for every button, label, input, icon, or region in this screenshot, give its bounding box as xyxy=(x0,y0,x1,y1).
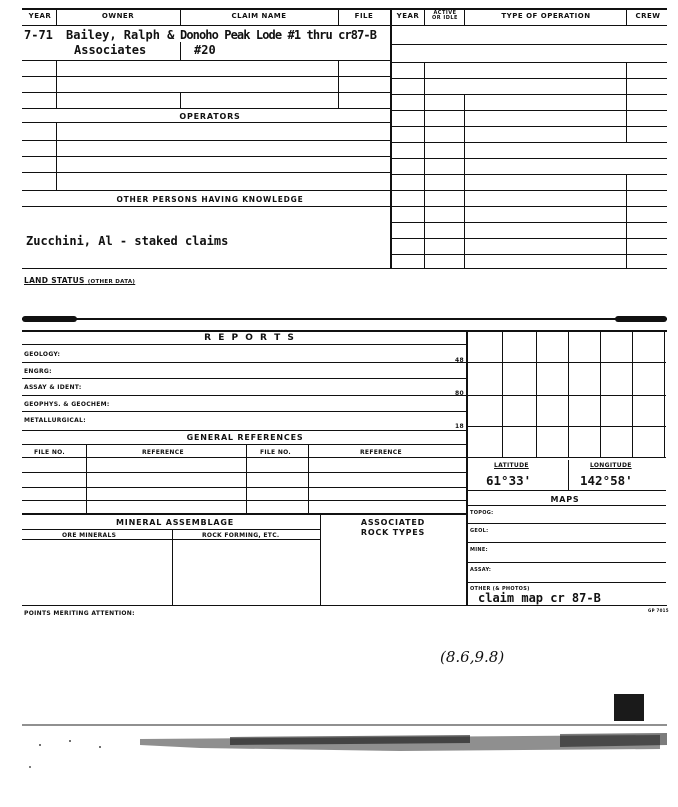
col-file-no-2: FILE NO. xyxy=(260,449,292,456)
maps-geol: GEOL: xyxy=(470,528,489,534)
reports-title: R E P O R T S xyxy=(204,333,296,343)
general-references-title: GENERAL REFERENCES xyxy=(186,433,304,442)
col-reference-2: REFERENCE xyxy=(360,449,402,456)
header-active-idle: ACTIVE OR IDLE xyxy=(432,10,458,21)
latitude-value: 61°33' xyxy=(486,473,532,488)
report-geophys: GEOPHYS. & GEOCHEM: xyxy=(24,401,110,408)
maps-other: OTHER (& PHOTOS) xyxy=(470,586,530,592)
mineral-assemblage-title: MINERAL ASSEMBLAGE xyxy=(116,518,234,527)
report-metallurgical-num: 18 xyxy=(455,423,464,430)
header-owner: OWNER xyxy=(101,12,135,20)
entry-claim-line2: #20 xyxy=(194,43,216,57)
knowledge-text: Zucchini, Al - staked claims xyxy=(26,234,229,248)
entry-claim-line1: Donoho Peak Lode #1 thru cr87-B xyxy=(180,28,377,42)
maps-title: MAPS xyxy=(550,495,580,504)
ore-minerals-label: ORE MINERALS xyxy=(62,532,117,539)
scan-noise-band xyxy=(0,715,678,775)
report-geology: GEOLOGY: xyxy=(24,351,61,358)
latitude-label: LATITUDE xyxy=(494,462,529,469)
maps-topog: TOPOG: xyxy=(470,510,494,516)
land-status-label: LAND STATUS (OTHER DATA) xyxy=(24,276,136,285)
handwritten-coordinates: (8.6,9.8) xyxy=(440,648,505,666)
header-year-right: YEAR xyxy=(396,12,420,20)
entry-owner-line2: Associates xyxy=(74,43,147,57)
header-type-of-operation: TYPE OF OPERATION xyxy=(501,12,591,20)
operators-label: OPERATORS xyxy=(179,112,241,121)
form-number: GP 7015 xyxy=(648,608,669,613)
report-engrg: ENGRG: xyxy=(24,368,52,375)
maps-assay: ASSAY: xyxy=(470,567,492,573)
maps-other-value: claim map cr 87-B xyxy=(478,591,601,605)
report-geology-num: 48 xyxy=(455,357,464,364)
header-claim-name: CLAIM NAME xyxy=(231,12,287,20)
maps-mine: MINE: xyxy=(470,547,488,553)
header-file: FILE xyxy=(354,12,374,20)
knowledge-label: OTHER PERSONS HAVING KNOWLEDGE xyxy=(116,195,304,204)
col-file-no: FILE NO. xyxy=(34,449,66,456)
entry-owner-line1: Bailey, Ralph & xyxy=(66,28,175,42)
report-assay-num: 80 xyxy=(455,390,464,397)
section-divider xyxy=(22,318,667,320)
points-meriting-attention: POINTS MERITING ATTENTION: xyxy=(24,610,135,617)
rock-forming-label: ROCK FORMING, ETC. xyxy=(202,532,280,539)
report-metallurgical: METALLURGICAL: xyxy=(24,417,86,424)
report-assay: ASSAY & IDENT: xyxy=(24,384,82,391)
associated-rock-types: ASSOCIATED ROCK TYPES xyxy=(360,518,426,537)
header-year: YEAR xyxy=(28,12,52,20)
entry-year: 7-71 xyxy=(24,28,53,42)
longitude-value: 142°58' xyxy=(580,473,633,488)
col-reference: REFERENCE xyxy=(142,449,184,456)
longitude-label: LONGITUDE xyxy=(590,462,632,469)
header-crew: CREW xyxy=(635,12,661,20)
